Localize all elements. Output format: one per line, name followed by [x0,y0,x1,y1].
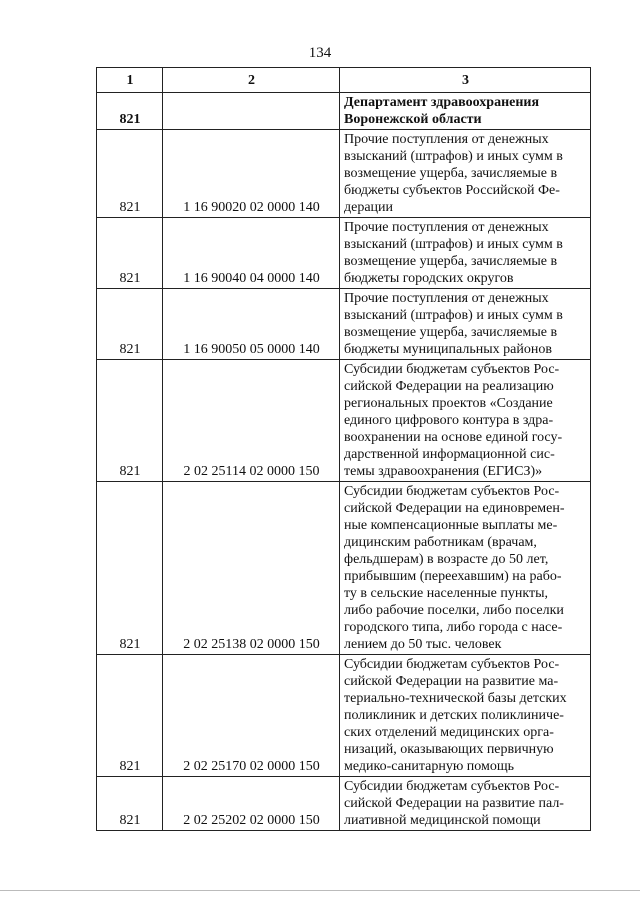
revenue-name-cell: Прочие поступления от денежных взысканий (штрафов) и иных сумм в возмещение ущерба, зачисляемые в бюджеты муниципальных районов [340,289,591,360]
column-header-1: 1 [97,68,163,93]
revenue-code-cell: 2 02 25114 02 0000 150 [163,360,340,482]
revenue-name-cell: Прочие поступления от денежных взысканий (штрафов) и иных сумм в возмещение ущерба, зачисляемые в бюджеты субъектов Российской Фе- дерации [340,130,591,218]
revenue-code-cell [163,93,340,130]
revenue-name-cell: Прочие поступления от денежных взысканий (штрафов) и иных сумм в возмещение ущерба, зачисляемые в бюджеты городских округов [340,218,591,289]
admin-code-cell: 821 [97,130,163,218]
table-row [97,130,591,218]
table-row-department [97,93,591,130]
table-header-row [97,68,591,93]
table-row [97,655,591,777]
admin-code-cell: 821 [97,482,163,655]
revenue-code-cell: 1 16 90040 04 0000 140 [163,218,340,289]
table-row [97,360,591,482]
admin-code-cell: 821 [97,289,163,360]
table-row [97,218,591,289]
admin-code-cell: 821 [97,655,163,777]
column-header-3: 3 [340,68,591,93]
scan-edge-divider [0,890,640,891]
revenue-name-cell: Субсидии бюджетам субъектов Рос- сийской Федерации на развитие пал- лиативной медицинской помощи [340,777,591,831]
revenue-code-cell: 1 16 90050 05 0000 140 [163,289,340,360]
revenue-code-cell: 2 02 25138 02 0000 150 [163,482,340,655]
table-row [97,289,591,360]
admin-code-cell: 821 [97,777,163,831]
admin-code-cell: 821 [97,93,163,130]
table-row [97,777,591,831]
admin-code-cell: 821 [97,360,163,482]
page-number: 134 [308,45,332,61]
revenue-code-cell: 2 02 25170 02 0000 150 [163,655,340,777]
table-row [97,482,591,655]
revenue-name-cell: Субсидии бюджетам субъектов Рос- сийской Федерации на развитие ма- териально-технической базы детских поликлиник и детских поликлиниче- ских отделений медицинских орга- низаций, оказывающих первичную медико-санитарную помощь [340,655,591,777]
revenue-name-cell: Департамент здравоохранения Воронежской области [340,93,591,130]
revenue-name-cell: Субсидии бюджетам субъектов Рос- сийской Федерации на единовремен- ные компенсационные выплаты ме- дицинским работникам (врачам, фельдшерам) в возрасте до 50 лет, прибывшим (переехавшим) на рабо- ту в сельские населенные пункты, либо рабочие поселки, либо поселки городского типа, либо города с насе- лением до 50 тыс. человек [340,482,591,655]
revenue-code-cell: 2 02 25202 02 0000 150 [163,777,340,831]
budget-revenue-table [96,67,591,831]
revenue-code-cell: 1 16 90020 02 0000 140 [163,130,340,218]
revenue-name-cell: Субсидии бюджетам субъектов Рос- сийской Федерации на реализацию региональных проектов «Создание единого цифрового контура в здра- воохранении на основе единой госу- дарственной информационной сис- темы здравоохранения (ЕГИСЗ)» [340,360,591,482]
admin-code-cell: 821 [97,218,163,289]
column-header-2: 2 [163,68,340,93]
